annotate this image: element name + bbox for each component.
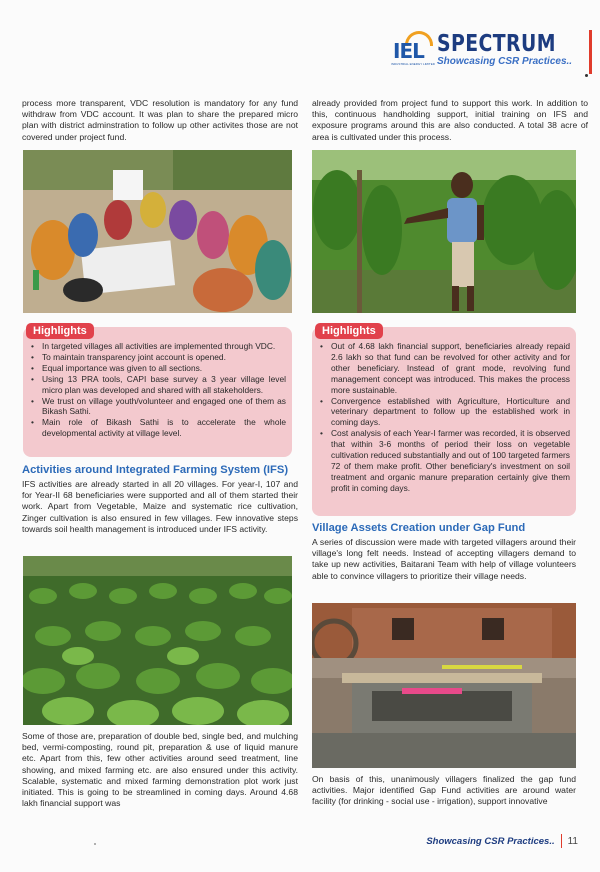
list-item: • Equal importance was given to all sections. [31, 363, 286, 374]
list-item: • Out of 4.68 lakh financial support, beneficiaries already repaid 2.6 lakh so that fund can be revolved for other activity and for other beneficiary. Instead of grant mode, revolving fund management concept was introduced. This makes the process more sustainable. [320, 341, 570, 396]
right-bottom-paragraph: On basis of this, unanimously villagers finalized the gap fund activities. Major identified Gap Fund activities are around water facility (for drinking - social use - irrigation), support innovative [312, 774, 576, 807]
footer-text: Showcasing CSR Practices.. [426, 835, 555, 847]
list-item: • Convergence established with Agriculture, Horticulture and veterinary department to follow up the established work in coming days. [320, 396, 570, 429]
gap-fund-heading: Village Assets Creation under Gap Fund [312, 522, 526, 534]
photo-village-meeting [23, 150, 292, 313]
right-bottom-section [312, 774, 576, 808]
header [391, 28, 582, 72]
page-number: 11 [567, 835, 578, 847]
list-item: • Main role of Bikash Sathi is to accelerate the whole developmental activity at village level. [31, 417, 286, 439]
logo-tagline: INDUSTRIAL ENERGY LIMITED [391, 62, 435, 66]
list-item: • Cost analysis of each Year-I farmer was recorded, it is observed that within 3-6 months of period their loss on vegetable cultivation reduced substantially and out of 100 targeted farmers 72 of them make profit. Other beneficiary's investment on soil treatment and organic manure preparation certainly give them profit in coming days. [320, 428, 570, 493]
photo-crop-field [23, 556, 292, 725]
page-dot [94, 843, 96, 845]
brand [437, 33, 582, 67]
magazine-subtitle: Showcasing CSR Practices.. [437, 56, 573, 67]
logo-text: IEL [393, 39, 424, 63]
left-intro-text: process more transparent, VDC resolution is mandatory for any fund withdraw from VDC account. It was plan to share the prepared micro plan with district adminstration to follow up other activites those are not covered under project fund. [22, 98, 298, 142]
crop-field-image [23, 556, 292, 725]
magazine-title: SPECTRUM [437, 31, 556, 57]
gap-fund-section [312, 537, 576, 582]
ifs-section [22, 479, 298, 535]
header-accent-bar [589, 30, 592, 74]
left-highlights-title: Highlights [26, 323, 94, 339]
gap-fund-paragraph: A series of discussion were made with targeted villagers around their village's long felt needs. Instead of accepting villagers demand to take up new activities, Baitarani Team with help of village volunteers able to convince villagers to prioritize their village needs. [312, 537, 576, 581]
right-highlights-title: Highlights [315, 323, 383, 339]
photo-farmer-vegetables [312, 150, 576, 313]
village-meeting-image [23, 150, 292, 313]
farmer-vegetables-image [312, 150, 576, 313]
list-item: • We trust on village youth/volunteer and engaged one of them as Bikash Sathi. [31, 396, 286, 418]
list-item: • In targeted villages all activities are implemented through VDC. [31, 341, 286, 352]
left-bottom-section [22, 731, 298, 809]
left-highlights-box [23, 327, 292, 457]
ifs-paragraph: IFS activities are already started in all 20 villages. For year-I, 107 and for Year-II 68 beneficiaries were supported and all of them started their work. Apart from Vegetable, Maize and systematic rice cultivation, Zinger cultivation is also ensured in few villages. Few innovative steps towards soil health management is introduced under IFS activity. [22, 479, 298, 534]
list-item: • Using 13 PRA tools, CAPI base survey a 3 year village level micro plan was developed and shared with all stakeholders. [31, 374, 286, 396]
right-intro [312, 98, 588, 143]
left-highlights-list [31, 341, 286, 439]
ifs-heading: Activities around Integrated Farming System (IFS) [22, 464, 289, 476]
list-item: • To maintain transparency joint account is opened. [31, 352, 286, 363]
right-highlights-box [312, 327, 576, 516]
footer [426, 834, 578, 848]
right-highlights-list [320, 341, 570, 494]
page-mark [585, 74, 588, 77]
photo-water-structure [312, 603, 576, 768]
water-structure-image [312, 603, 576, 768]
left-intro [22, 98, 298, 143]
footer-separator [561, 834, 562, 848]
right-intro-text: already provided from project fund to support this work. In addition to this, continuous handholding support, initial training on IFS and exposure programs around this are also conducted. A total 38 acre of area is cultivated under this process. [312, 98, 588, 142]
left-bottom-paragraph: Some of those are, preparation of double bed, single bed, and mulching bed, vermi-composting, round pit, preparation & use of liquid manure etc. Apart from this, few other activities around seed treatment, line showing, and mixed farming etc. are also ensured under this activity. Scalable, systematic and mixed farming demonstration plot work just initiated. This is going to be streamlined in coming days. Around 4.68 lakh financial support was [22, 731, 298, 809]
iel-logo [391, 31, 435, 69]
